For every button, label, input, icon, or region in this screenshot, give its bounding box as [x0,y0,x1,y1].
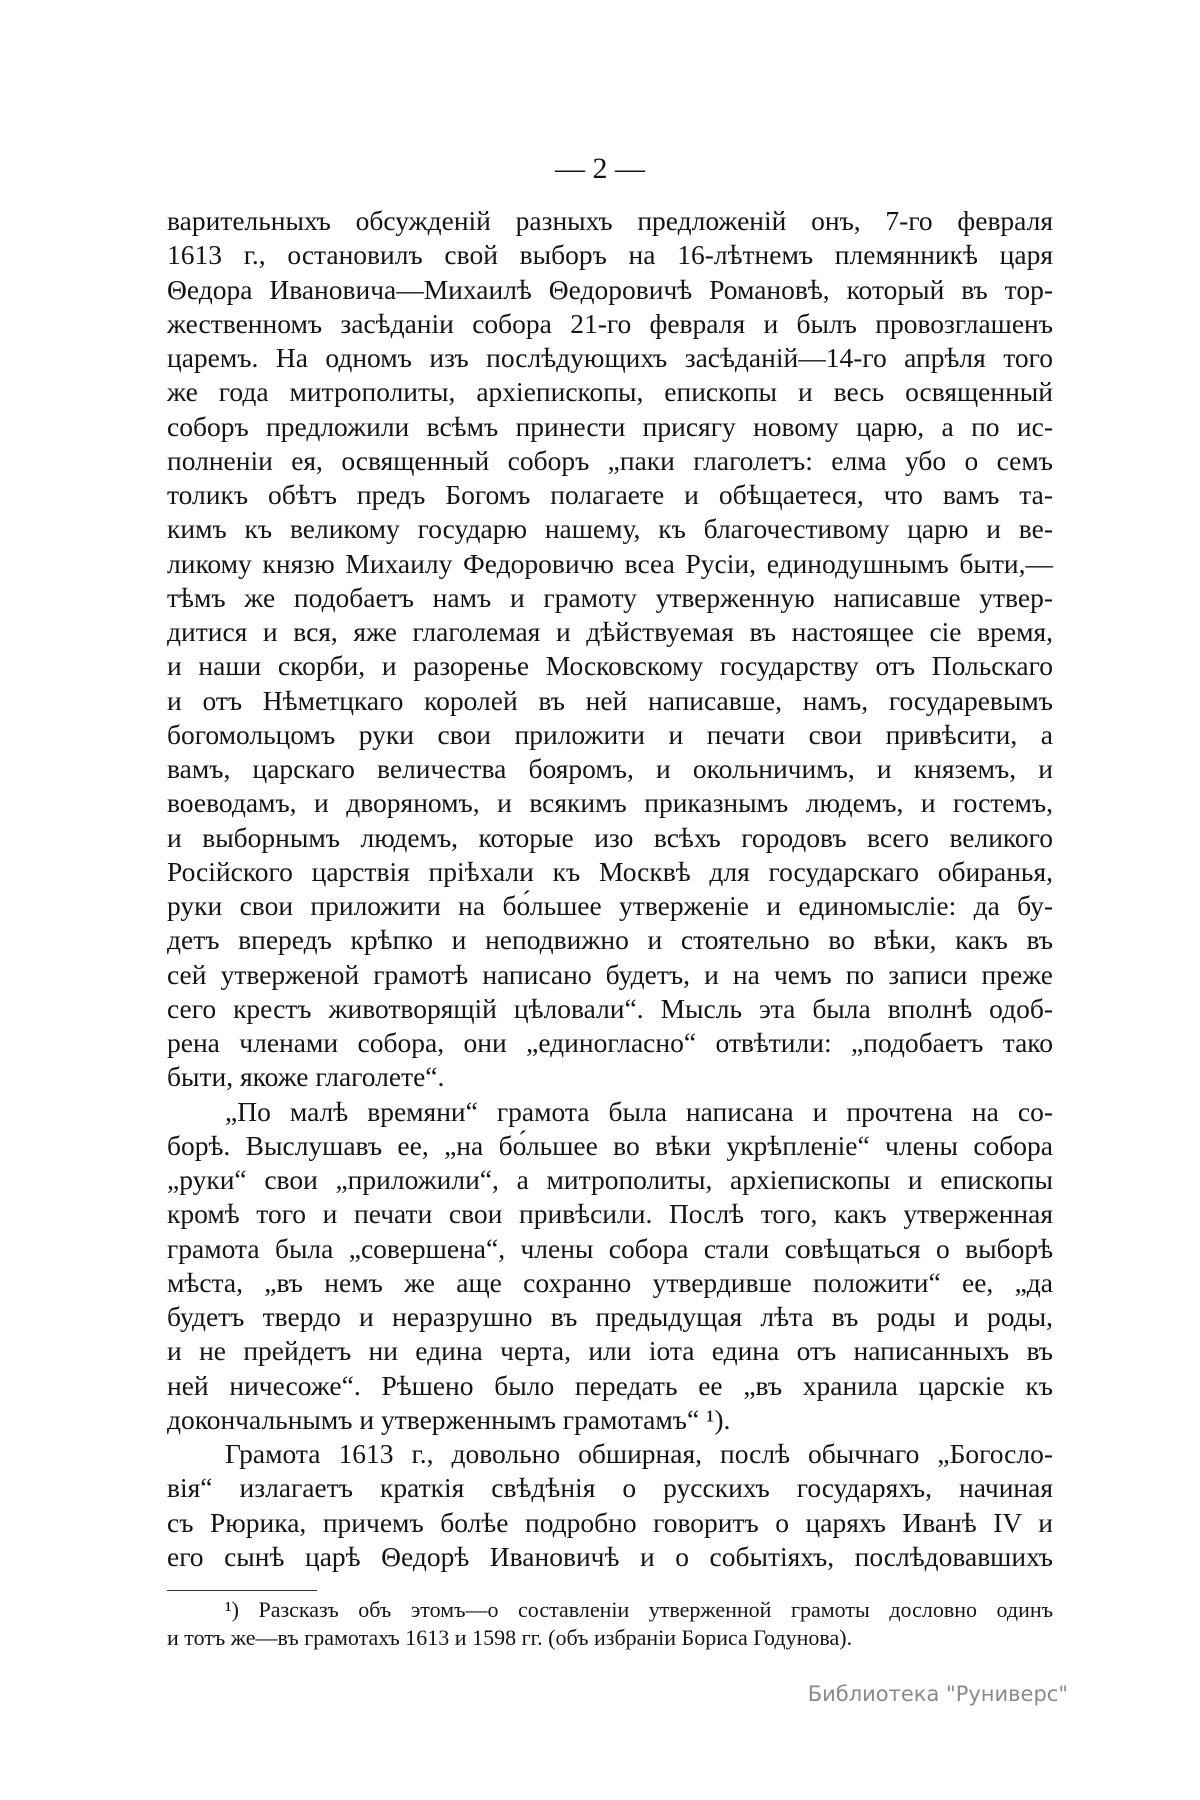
text-line: жественномъ засѣданіи собора 21-го февраля и былъ провозглашенъ [167,307,1053,339]
body-text [167,204,1053,1574]
text-line: царемъ. На одномъ изъ послѣдующихъ засѣданій—14-го апрѣля того [167,342,1053,373]
text-line: борѣ. Выслушавъ ее, „на бо́льшее во вѣки укрѣпленіе“ члены собора [167,1129,1053,1161]
text-line: толикъ обѣтъ предъ Богомъ полагаете и обѣщаетеся, что вамъ та- [167,479,1053,510]
watermark: Библиотека "Руниверс" [807,1682,1068,1706]
text-line: и отъ Нѣметцкаго королей въ ней написавше, намъ, государевымъ [167,684,1053,716]
text-line: богомольцомъ руки свои приложити и печати свои привѣсити, а [167,718,1053,750]
text-line: дитися и вся, яже глаголемая и дѣйствуемая въ настоящее сіе время, [167,616,1053,647]
text-line: ней ничесоже“. Рѣшено было передать ее „въ хранила царскіе къ [167,1369,1053,1401]
text-line: тѣмъ же подобаетъ намъ и грамоту утверженную написавше утвер- [167,581,1053,613]
text-line: же года митрополиты, архіепископы, епископы и весь освященный [167,376,1053,408]
text-line: его сынѣ царѣ Θедорѣ Ивановичѣ и о событіяхъ, послѣдовавшихъ [167,1540,1053,1572]
text-line: Російского царствія пріѣхали къ Москвѣ для государскаго обиранья, [167,855,1053,887]
text-line: ликому князю Михаилу Федоровичю всеа Русіи, единодушнымъ быти,— [167,547,1053,579]
text-line: Грамота 1613 г., довольно обширная, послѣ обычнаго „Богосло- [225,1438,1053,1469]
text-line: „руки“ свои „приложили“, а митрополиты, архіепископы и епископы [167,1164,1053,1195]
text-line: будетъ твердо и неразрушно въ предыдущая лѣта въ роды и роды, [167,1301,1053,1332]
text-line: детъ впередъ крѣпко и неподвижно и стоятельно во вѣки, какъ въ [167,924,1053,956]
text-line: рена членами собора, они „единогласно“ отвѣтили: „подобаетъ тако [167,1027,1053,1058]
text-line: быти, якоже глаголете“. [167,1061,445,1093]
text-line: соборъ предложили всѣмъ принести присягу новому царю, а по ис- [167,410,1053,442]
footnote-line: ¹) Разсказъ объ этомъ—о составленіи утверженной грамоты дословно одинъ [225,1597,1053,1622]
text-line: и наши скорби, и разоренье Московскому государству отъ Польскаго [167,650,1053,682]
footnote [167,1596,1053,1652]
text-line: грамота была „совершена“, члены собора стали совѣщаться о выборѣ [167,1232,1053,1264]
text-line: полненіи ея, освященный соборъ „паки глаголетъ: елма убо о семъ [167,444,1053,476]
text-line: сего крестъ животворящій цѣловали“. Мысль эта была вполнѣ одоб- [167,992,1053,1024]
text-line: мѣста, „въ немъ же аще сохранно утвердивше положити“ ее, „да [167,1266,1053,1298]
footnote-divider [167,1590,317,1591]
text-line: кимъ къ великому государю нашему, къ благочестивому царю и ве- [167,513,1053,545]
text-line: 1613 г., остановилъ свой выборъ на 16-лѣтнемъ племянникѣ царя [167,239,1053,271]
text-line: и не прейдетъ ни едина черта, или іота едина отъ написанныхъ въ [167,1335,1053,1367]
text-line: „По малѣ времяни“ грамота была написана и прочтена на со- [225,1095,1053,1127]
text-line: варительныхъ обсужденій разныхъ предложеній онъ, 7-го февраля [167,205,1053,236]
text-line: вамъ, царскаго величества бояромъ, и окольничимъ, и княземъ, и [167,753,1053,784]
footnote-line: и тотъ же—въ грамотахъ 1613 и 1598 гг. (объ избраніи Бориса Годунова). [167,1625,853,1650]
text-line: руки свои приложити на бо́льшее утверженіе и единомысліе: да бу- [167,890,1053,921]
text-line: вія“ излагаетъ краткія свѣдѣнія о русскихъ государяхъ, начиная [167,1472,1053,1504]
page-number: — 2 — [555,152,645,185]
text-line: кромѣ того и печати свои привѣсили. Послѣ того, какъ утверженная [167,1198,1053,1230]
text-line: и выборнымъ людемъ, которые изо всѣхъ городовъ всего великого [167,821,1053,853]
text-line: Θедора Ивановича—Михаилѣ Θедоровичѣ Романовѣ, который въ тор- [167,273,1053,305]
text-line: съ Рюрика, причемъ болѣе подробно говоритъ о царяхъ Иванѣ IV и [167,1506,1053,1538]
text-line: воеводамъ, и дворяномъ, и всякимъ приказнымъ людемъ, и гостемъ, [167,787,1053,819]
text-line: докончальнымъ и утверженнымъ грамотамъ“ ¹). [167,1403,731,1435]
text-line: сей утверженой грамотѣ написано будетъ, и на чемъ по записи преже [167,958,1053,990]
